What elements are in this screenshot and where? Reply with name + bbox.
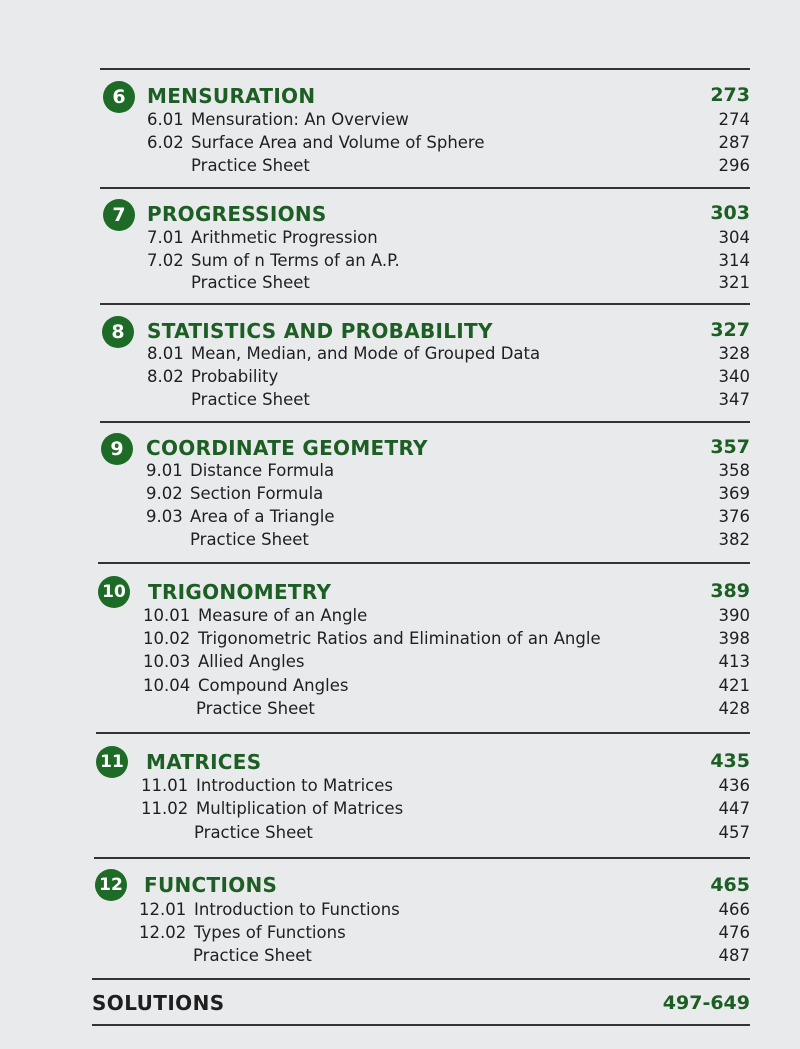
section-number: 11.02: [141, 799, 189, 818]
section-page: 340: [718, 367, 750, 386]
chapter-title[interactable]: STATISTICS AND PROBABILITY: [147, 319, 493, 343]
chapter-page: 327: [710, 319, 750, 341]
divider: [96, 732, 750, 734]
section-number: 8.01: [147, 344, 184, 363]
section-page: 476: [718, 923, 750, 942]
section-number: 8.02: [147, 367, 184, 386]
section-title: Types of Functions: [194, 923, 346, 942]
section-row[interactable]: [0, 367, 800, 390]
section-number: 6.02: [147, 133, 184, 152]
chapter-page: 465: [710, 874, 750, 896]
section-row[interactable]: [0, 273, 800, 296]
section-row[interactable]: [0, 156, 800, 179]
section-title: Introduction to Matrices: [196, 776, 393, 795]
section-title: Practice Sheet: [191, 390, 310, 409]
section-title: Multiplication of Matrices: [196, 799, 404, 818]
section-title: Section Formula: [190, 484, 324, 503]
chapter-title[interactable]: TRIGONOMETRY: [148, 580, 332, 604]
section-row[interactable]: [0, 946, 800, 969]
section-page: 376: [718, 507, 750, 526]
section-number: 12.02: [139, 923, 187, 942]
section-page: 314: [718, 251, 750, 270]
section-row[interactable]: [0, 251, 800, 274]
solutions-pages: 497-649: [662, 992, 750, 1014]
divider: [94, 857, 750, 859]
section-number: 11.01: [141, 776, 189, 795]
section-row[interactable]: [0, 823, 800, 846]
chapter-title[interactable]: MATRICES: [146, 750, 262, 774]
section-title: Practice Sheet: [191, 273, 310, 292]
section-row[interactable]: [0, 484, 800, 507]
section-row[interactable]: [0, 507, 800, 530]
section-title: Area of a Triangle: [190, 507, 335, 526]
section-row[interactable]: [0, 110, 800, 133]
section-title: Distance Formula: [190, 461, 335, 480]
section-title: Practice Sheet: [191, 156, 310, 175]
section-row[interactable]: [0, 228, 800, 251]
section-page: 447: [718, 799, 750, 818]
section-page: 428: [718, 699, 750, 718]
section-title: Sum of n Terms of an A.P.: [191, 251, 400, 270]
section-number: 9.02: [146, 484, 183, 503]
section-page: 274: [718, 110, 750, 129]
section-title: Surface Area and Volume of Sphere: [191, 133, 485, 152]
chapter-number-badge: 10: [98, 576, 130, 608]
section-number: 7.01: [147, 228, 184, 247]
chapter-number-badge: 7: [103, 199, 135, 231]
section-page: 304: [718, 228, 750, 247]
chapter-page: 357: [710, 436, 750, 458]
section-page: 413: [718, 652, 750, 671]
section-row[interactable]: [0, 390, 800, 413]
section-row[interactable]: [0, 133, 800, 156]
chapter-title[interactable]: MENSURATION: [147, 84, 316, 108]
chapter-title[interactable]: PROGRESSIONS: [147, 202, 327, 226]
section-row[interactable]: [0, 923, 800, 946]
section-row[interactable]: [0, 530, 800, 553]
section-title: Mean, Median, and Mode of Grouped Data: [191, 344, 541, 363]
section-page: 436: [718, 776, 750, 795]
section-page: 328: [718, 344, 750, 363]
section-page: 466: [718, 900, 750, 919]
section-page: 390: [718, 606, 750, 625]
section-row[interactable]: [0, 344, 800, 367]
section-number: 9.01: [146, 461, 183, 480]
chapter-number-badge: 11: [96, 746, 128, 778]
section-row[interactable]: [0, 606, 800, 629]
section-page: 487: [718, 946, 750, 965]
section-title: Practice Sheet: [190, 530, 309, 549]
chapter-page: 273: [710, 84, 750, 106]
section-number: 10.04: [143, 676, 191, 695]
section-row[interactable]: [0, 461, 800, 484]
section-title: Introduction to Functions: [194, 900, 400, 919]
section-row[interactable]: [0, 776, 800, 799]
section-page: 382: [718, 530, 750, 549]
section-title: Practice Sheet: [194, 823, 313, 842]
divider: [100, 421, 750, 423]
chapter-number-badge: 12: [95, 869, 127, 901]
section-number: 7.02: [147, 251, 184, 270]
chapter-number-badge: 8: [102, 316, 134, 348]
section-page: 369: [718, 484, 750, 503]
divider: [92, 1024, 750, 1026]
section-title: Allied Angles: [198, 652, 305, 671]
section-title: Practice Sheet: [196, 699, 315, 718]
section-page: 421: [718, 676, 750, 695]
section-page: 347: [718, 390, 750, 409]
chapter-title[interactable]: FUNCTIONS: [144, 873, 278, 897]
section-title: Mensuration: An Overview: [191, 110, 409, 129]
section-number: 10.03: [143, 652, 191, 671]
section-page: 358: [718, 461, 750, 480]
section-title: Arithmetic Progression: [191, 228, 378, 247]
section-number: 10.01: [143, 606, 191, 625]
divider: [100, 187, 750, 189]
chapter-title[interactable]: COORDINATE GEOMETRY: [146, 436, 428, 460]
section-title: Compound Angles: [198, 676, 349, 695]
section-page: 287: [718, 133, 750, 152]
section-page: 296: [718, 156, 750, 175]
section-row[interactable]: [0, 652, 800, 675]
chapter-page: 435: [710, 750, 750, 772]
section-row[interactable]: [0, 799, 800, 822]
chapter-page: 389: [710, 580, 750, 602]
section-number: 9.03: [146, 507, 183, 526]
section-row[interactable]: [0, 900, 800, 923]
section-number: 6.01: [147, 110, 184, 129]
chapter-number-badge: 6: [103, 81, 135, 113]
section-number: 10.02: [143, 629, 191, 648]
divider: [98, 562, 750, 564]
divider: [100, 303, 750, 305]
solutions-title[interactable]: SOLUTIONS: [92, 991, 225, 1015]
divider: [100, 68, 750, 70]
divider: [92, 978, 750, 980]
section-title: Probability: [191, 367, 279, 386]
section-row[interactable]: [0, 629, 800, 652]
section-number: 12.01: [139, 900, 187, 919]
section-row[interactable]: [0, 676, 800, 699]
section-row[interactable]: [0, 699, 800, 722]
section-title: Practice Sheet: [193, 946, 312, 965]
section-page: 321: [718, 273, 750, 292]
chapter-number-badge: 9: [101, 433, 133, 465]
section-page: 398: [718, 629, 750, 648]
section-title: Measure of an Angle: [198, 606, 368, 625]
chapter-page: 303: [710, 202, 750, 224]
section-title: Trigonometric Ratios and Elimination of an Angle: [198, 629, 601, 648]
section-page: 457: [718, 823, 750, 842]
